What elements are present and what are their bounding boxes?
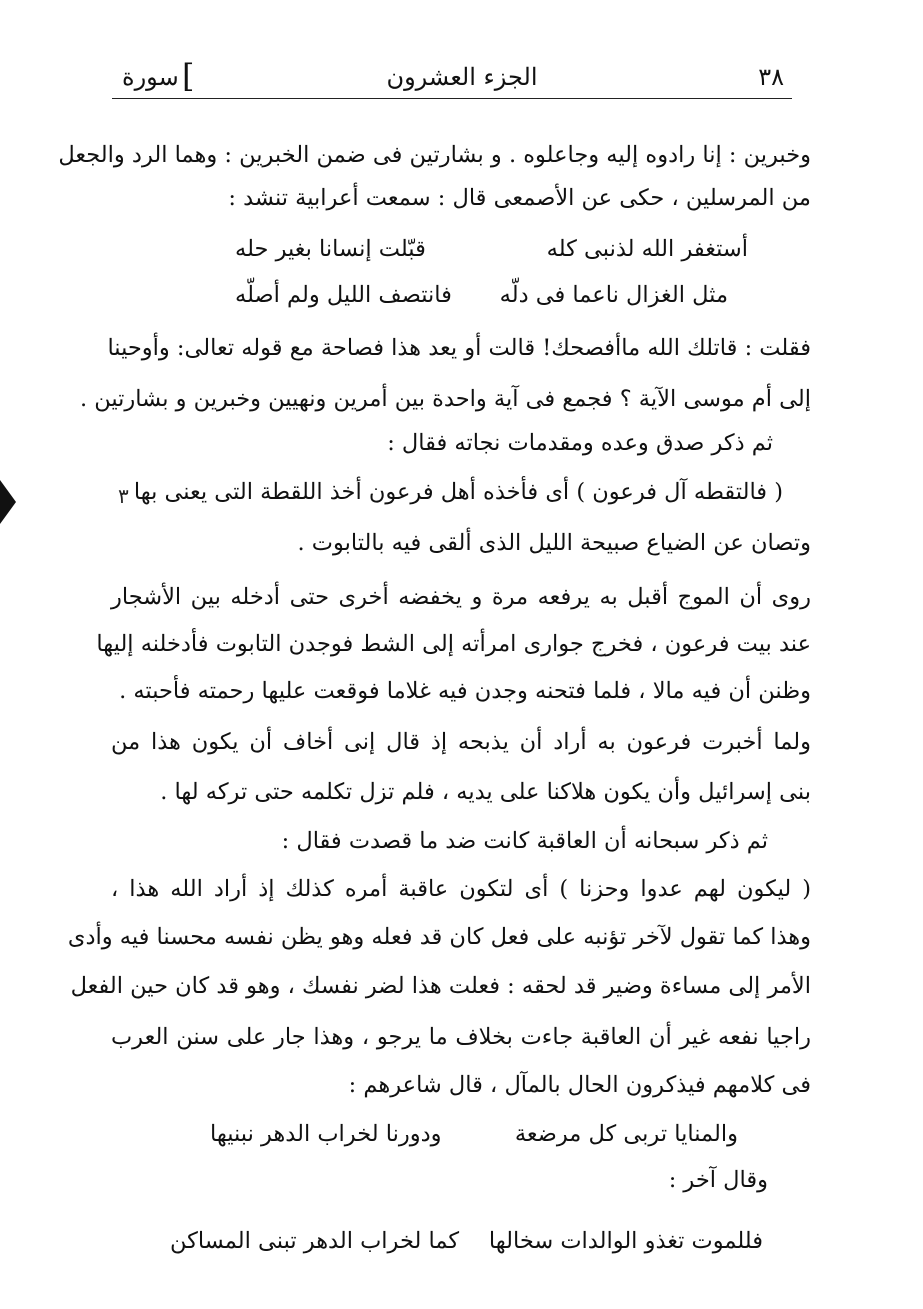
verse-hemistich-right: فللموت تغذو الوالدات سخالها: [488, 1228, 763, 1254]
verse-hemistich-left: كما لخراب الدهر تبنى المساكن: [170, 1228, 460, 1254]
body-line: ( فالتقطه آل فرعون ) أى فأخذه أهل فرعون أخذ اللقطة التى يعنى بها: [133, 479, 783, 505]
body-line: روى أن الموج أقبل به يرفعه مرة و يخفضه أخرى حتى أدخله بين الأشجار: [111, 584, 811, 610]
body-line: ثم ذكر صدق وعده ومقدمات نجاته فقال :: [387, 430, 773, 456]
body-line: بنى إسرائيل وأن يكون هلاكنا على يديه ، فلم تزل تكلمه حتى تركه لها .: [160, 779, 811, 805]
verse-hemistich-left: ودورنا لخراب الدهر نبنيها: [210, 1121, 442, 1147]
verse-hemistich-right: والمنايا تربى كل مرضعة: [514, 1121, 738, 1147]
verse-hemistich-left: فانتصف الليل ولم أصلّه: [235, 282, 452, 308]
body-line: فى كلامهم فيذكرون الحال بالمآل ، قال شاعرهم :: [348, 1072, 811, 1098]
verse-hemistich-left: قبّلت إنسانا بغير حله: [235, 236, 426, 262]
page-edge-mark: [0, 480, 16, 524]
body-line: فقلت : قاتلك الله ماأفصحك! قالت أو يعد هذا فصاحة مع قوله تعالى: وأوحينا: [107, 335, 811, 361]
surah-label: سورة: [122, 63, 179, 91]
page-number: ٣٨: [758, 63, 784, 91]
body-line: وظنن أن فيه مالا ، فلما فتحنه وجدن فيه غلاما فوقعت عليها رحمته فأحبته .: [119, 678, 811, 704]
footnote-marker: ٣: [118, 484, 129, 508]
body-line: إلى أم موسى الآية ؟ فجمع فى آية واحدة بين أمرين ونهيين وخبرين و بشارتين .: [79, 386, 811, 412]
verse-hemistich-right: مثل الغزال ناعما فى دلّه: [499, 282, 728, 308]
body-line: من المرسلين ، حكى عن الأصمعى قال : سمعت أعرابية تنشد :: [228, 185, 811, 211]
page-header: [112, 52, 792, 99]
body-line: ولما أخبرت فرعون به أراد أن يذبحه إذ قال إنى أخاف أن يكون هذا من: [111, 729, 811, 755]
body-line: وقال آخر :: [668, 1167, 768, 1193]
body-line: ثم ذكر سبحانه أن العاقبة كانت ضد ما قصدت فقال :: [281, 828, 768, 854]
header-bracket: [: [182, 57, 195, 95]
body-line: عند بيت فرعون ، فخرج جوارى امرأته إلى الشط فوجدن التابوت فأدخلنه إليها: [96, 631, 811, 657]
body-line: راجيا نفعه غير أن العاقبة جاءت بخلاف ما يرجو ، وهذا جار على سنن العرب: [111, 1024, 811, 1050]
body-line: وتصان عن الضياع صبيحة الليل الذى ألقى فيه بالتابوت .: [297, 530, 811, 556]
running-title: الجزء العشرون: [386, 63, 538, 91]
verse-hemistich-right: أستغفر الله لذنبى كله: [546, 236, 748, 262]
body-line: ( ليكون لهم عدوا وحزنا ) أى لتكون عاقبة أمره كذلك إذ أراد الله هذا ،: [111, 876, 811, 902]
body-line: وهذا كما تقول لآخر تؤنبه على فعل كان قد فعله وهو يظن نفسه محسنا فيه وأدى: [67, 924, 811, 950]
body-line: وخبرين : إنا رادوه إليه وجاعلوه . و بشارتين فى ضمن الخبرين : وهما الرد والجعل: [58, 142, 811, 168]
body-line: الأمر إلى مساءة وضير قد لحقه : فعلت هذا لضر نفسك ، وهو قد كان حين الفعل: [70, 973, 811, 999]
